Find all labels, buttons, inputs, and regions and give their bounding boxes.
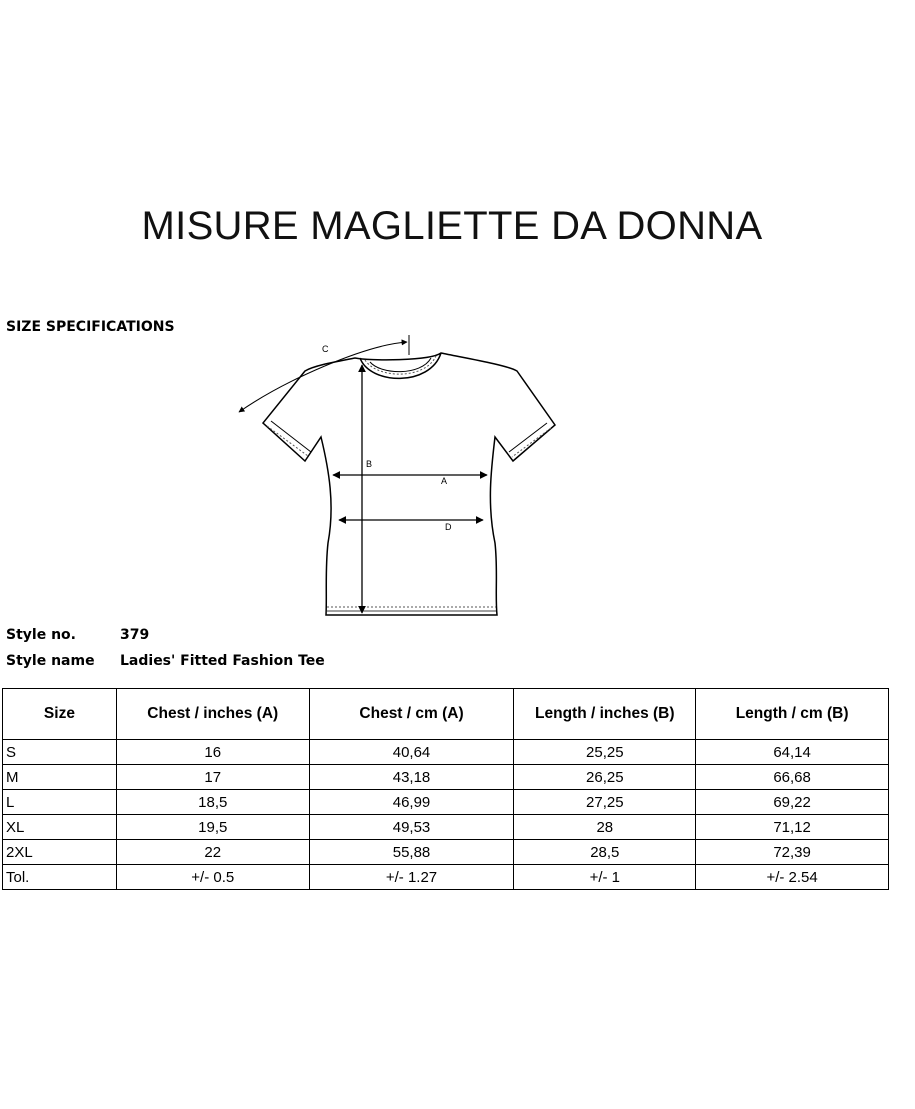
shirt-outline bbox=[263, 353, 555, 615]
chest-cm-cell: 43,18 bbox=[309, 765, 514, 790]
header-length-inches: Length / inches (B) bbox=[514, 689, 696, 740]
table-row bbox=[3, 790, 889, 815]
length-cm-cell: 72,39 bbox=[696, 840, 889, 865]
size-cell: S bbox=[3, 740, 117, 765]
size-cell: M bbox=[3, 765, 117, 790]
table-row bbox=[3, 865, 889, 890]
chest-inches-cell: 19,5 bbox=[116, 815, 309, 840]
size-cell: 2XL bbox=[3, 840, 117, 865]
chest-inches-cell: 16 bbox=[116, 740, 309, 765]
label-a: A bbox=[441, 476, 448, 486]
header-length-cm: Length / cm (B) bbox=[696, 689, 889, 740]
length-cm-cell: 69,22 bbox=[696, 790, 889, 815]
length-cm-cell: +/- 2.54 bbox=[696, 865, 889, 890]
page-title: MISURE MAGLIETTE DA DONNA bbox=[141, 204, 763, 248]
chest-cm-cell: +/- 1.27 bbox=[309, 865, 514, 890]
chest-inches-cell: 22 bbox=[116, 840, 309, 865]
style-number-value: 379 bbox=[120, 627, 150, 643]
header-chest-inches: Chest / inches (A) bbox=[116, 689, 309, 740]
style-name-label: Style name bbox=[6, 653, 95, 669]
style-name-row bbox=[6, 651, 325, 677]
size-table bbox=[2, 688, 889, 890]
header-size: Size bbox=[3, 689, 117, 740]
style-number-row bbox=[6, 625, 325, 651]
size-cell: L bbox=[3, 790, 117, 815]
label-d: D bbox=[445, 522, 452, 532]
label-c: C bbox=[322, 344, 329, 354]
chest-cm-cell: 40,64 bbox=[309, 740, 514, 765]
chest-cm-cell: 46,99 bbox=[309, 790, 514, 815]
size-cell: Tol. bbox=[3, 865, 117, 890]
label-b: B bbox=[366, 459, 373, 469]
chest-inches-cell: 18,5 bbox=[116, 790, 309, 815]
length-inches-cell: 28,5 bbox=[514, 840, 696, 865]
length-inches-cell: 25,25 bbox=[514, 740, 696, 765]
table-row bbox=[3, 740, 889, 765]
chest-cm-cell: 55,88 bbox=[309, 840, 514, 865]
size-cell: XL bbox=[3, 815, 117, 840]
fitted-tshirt-diagram-icon bbox=[225, 325, 570, 625]
table-row bbox=[3, 840, 889, 865]
length-inches-cell: 28 bbox=[514, 815, 696, 840]
length-inches-cell: 26,25 bbox=[514, 765, 696, 790]
length-cm-cell: 66,68 bbox=[696, 765, 889, 790]
style-info bbox=[6, 625, 325, 677]
length-inches-cell: 27,25 bbox=[514, 790, 696, 815]
chest-cm-cell: 49,53 bbox=[309, 815, 514, 840]
chest-inches-cell: +/- 0.5 bbox=[116, 865, 309, 890]
length-cm-cell: 64,14 bbox=[696, 740, 889, 765]
table-header-row bbox=[3, 689, 889, 740]
chest-inches-cell: 17 bbox=[116, 765, 309, 790]
length-cm-cell: 71,12 bbox=[696, 815, 889, 840]
table-row bbox=[3, 765, 889, 790]
style-number-label: Style no. bbox=[6, 627, 76, 643]
style-name-value: Ladies' Fitted Fashion Tee bbox=[120, 653, 325, 669]
header-chest-cm: Chest / cm (A) bbox=[309, 689, 514, 740]
size-specifications-heading: SIZE SPECIFICATIONS bbox=[6, 319, 175, 335]
table-row bbox=[3, 815, 889, 840]
length-inches-cell: +/- 1 bbox=[514, 865, 696, 890]
